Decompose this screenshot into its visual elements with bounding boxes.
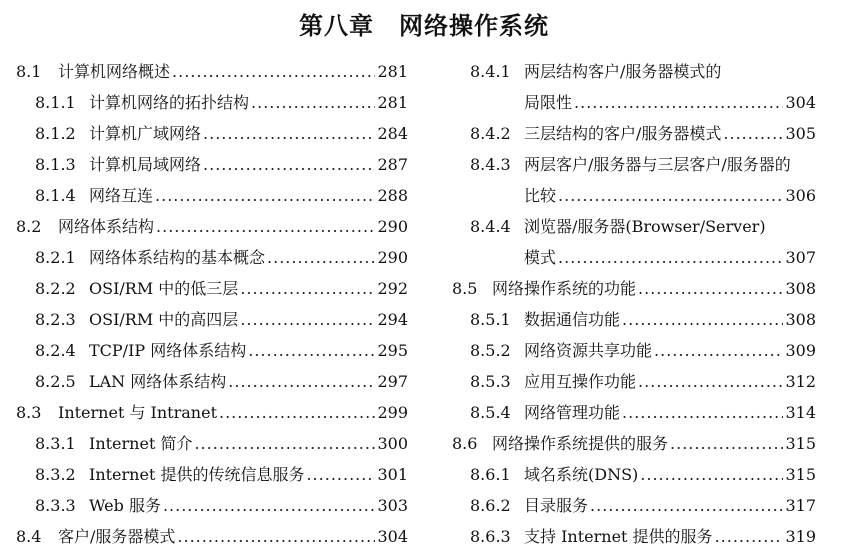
toc-entry[interactable] [16, 335, 408, 366]
toc-entry[interactable] [16, 273, 408, 304]
toc-entry-number: 8.5.2 [470, 341, 511, 360]
toc-entry[interactable] [452, 211, 816, 242]
toc-entry-page: 319 [785, 527, 816, 546]
toc-entry[interactable] [16, 304, 408, 335]
toc-entry-title: 局限性 [524, 93, 573, 112]
toc-entry-page: 304 [377, 527, 408, 546]
toc-entry-title: OSI/RM 中的低三层 [89, 279, 239, 298]
dot-leader [248, 335, 375, 366]
toc-entry-page: 284 [377, 124, 408, 143]
dot-leader [172, 56, 375, 87]
toc-entry[interactable] [452, 304, 816, 335]
toc-entry-page: 303 [377, 496, 408, 515]
toc-entry[interactable] [452, 397, 816, 428]
toc-entry[interactable] [16, 149, 408, 180]
toc-entry-page: 307 [785, 248, 816, 267]
toc-entry[interactable] [16, 428, 408, 459]
toc-entry-page: 301 [377, 465, 408, 484]
toc-entry-number: 8.1.1 [35, 93, 76, 112]
dot-leader [723, 118, 783, 149]
dot-leader [219, 397, 375, 428]
dot-leader [156, 211, 375, 242]
toc-entry-page: 312 [785, 372, 816, 391]
toc-entry-title: Internet 与 Intranet [58, 403, 217, 422]
dot-leader [240, 273, 375, 304]
toc-entry[interactable] [452, 459, 816, 490]
toc-entry-title: 数据通信功能 [524, 310, 621, 329]
toc-entry-title: 三层结构的客户/服务器模式 [524, 124, 722, 143]
toc-entry[interactable] [16, 397, 408, 428]
toc-entry-number: 8.1.2 [35, 124, 76, 143]
toc-entry-title: Internet 简介 [89, 434, 193, 453]
toc-entry-number: 8.2.3 [35, 310, 76, 329]
dot-leader [558, 180, 783, 211]
toc-entry-page: 290 [377, 217, 408, 236]
toc-entry-title: 应用互操作功能 [524, 372, 637, 391]
toc-entry[interactable] [16, 211, 408, 242]
toc-entry[interactable] [452, 87, 816, 118]
toc-entry-number: 8.4 [16, 527, 42, 546]
toc-entry[interactable] [16, 459, 408, 490]
toc-entry-page: 315 [785, 465, 816, 484]
toc-entry[interactable] [452, 335, 816, 366]
toc-entry-page: 292 [377, 279, 408, 298]
toc-entry-title: Web 服务 [89, 496, 161, 515]
toc-entry-title: LAN 网络体系结构 [89, 372, 227, 391]
toc-entry-page: 304 [785, 93, 816, 112]
dot-leader [306, 459, 375, 490]
toc-entry-title: 支持 Internet 提供的服务 [524, 527, 713, 546]
dot-leader [622, 304, 783, 335]
toc-entry-title: 域名系统(DNS) [524, 465, 639, 484]
toc-entry-title: 网络互连 [89, 186, 154, 205]
toc-entry-number: 8.3.3 [35, 496, 76, 515]
toc-entry[interactable] [452, 242, 816, 273]
toc-entry-number: 8.3.1 [35, 434, 76, 453]
toc-entry-number: 8.4.4 [470, 217, 511, 236]
dot-leader [622, 397, 783, 428]
toc-entry[interactable] [452, 180, 816, 211]
dot-leader [574, 87, 783, 118]
dot-leader [240, 304, 375, 335]
toc-entry-title: 网络操作系统的功能 [492, 279, 637, 298]
toc-entry-title: 计算机网络概述 [58, 62, 171, 81]
dot-leader [251, 87, 375, 118]
toc-entry-page: 309 [785, 341, 816, 360]
toc-entry-title: 网络管理功能 [524, 403, 621, 422]
toc-entry[interactable] [16, 490, 408, 521]
toc-entry-page: 294 [377, 310, 408, 329]
dot-leader [203, 149, 375, 180]
toc-entry-number: 8.6 [452, 434, 478, 453]
toc-entry[interactable] [452, 56, 816, 87]
toc-entry-page: 308 [785, 279, 816, 298]
toc-entry-title: 计算机局域网络 [89, 155, 202, 174]
toc-entry-page: 299 [377, 403, 408, 422]
toc-entry-title: OSI/RM 中的高四层 [89, 310, 239, 329]
dot-leader [670, 428, 783, 459]
toc-entry-title: 目录服务 [524, 496, 589, 515]
toc-entry-number: 8.5.4 [470, 403, 511, 422]
toc-entry-title: 比较 [524, 186, 557, 205]
toc-entry-number: 8.5.1 [470, 310, 511, 329]
toc-entry-page: 290 [377, 248, 408, 267]
toc-entry-number: 8.4.1 [470, 62, 511, 81]
toc-entry-title: 网络资源共享功能 [524, 341, 653, 360]
toc-entry-number: 8.4.2 [470, 124, 511, 143]
dot-leader [267, 242, 375, 273]
toc-entry-page: 281 [377, 62, 408, 81]
toc-entry-page: 314 [785, 403, 816, 422]
toc-entry[interactable] [16, 180, 408, 211]
toc-left-column [16, 56, 408, 552]
toc-right-column [452, 56, 816, 552]
dot-leader [194, 428, 375, 459]
toc-entry[interactable] [452, 149, 816, 180]
toc-entry[interactable] [452, 490, 816, 521]
toc-entry-page: 297 [377, 372, 408, 391]
dot-leader [590, 490, 783, 521]
dot-leader [163, 490, 376, 521]
toc-entry-number: 8.6.2 [470, 496, 511, 515]
toc-entry-title: TCP/IP 网络体系结构 [89, 341, 247, 360]
toc-entry-title: 浏览器/服务器(Browser/Server) [524, 217, 766, 236]
toc-entry-number: 8.2.5 [35, 372, 76, 391]
toc-entry-number: 8.6.1 [470, 465, 511, 484]
toc-entry-title: 计算机广域网络 [89, 124, 202, 143]
toc-entry[interactable] [452, 273, 816, 304]
toc-entry-page: 305 [785, 124, 816, 143]
toc-entry[interactable] [452, 118, 816, 149]
toc-entry-number: 8.1.4 [35, 186, 76, 205]
toc-entry-page: 300 [377, 434, 408, 453]
toc-entry-number: 8.5.3 [470, 372, 511, 391]
toc-entry[interactable] [452, 366, 816, 397]
toc-entry[interactable] [452, 428, 816, 459]
toc-entry-title: 客户/服务器模式 [58, 527, 176, 546]
toc-entry-page: 281 [377, 93, 408, 112]
toc-entry-page: 317 [785, 496, 816, 515]
toc-entry-number: 8.6.3 [470, 527, 511, 546]
toc-entry-number: 8.2.1 [35, 248, 76, 267]
toc-entry-number: 8.2.4 [35, 341, 76, 360]
toc-entry-number: 8.2.2 [35, 279, 76, 298]
toc-entry-title: 网络操作系统提供的服务 [492, 434, 669, 453]
toc-entry-page: 295 [377, 341, 408, 360]
toc-entry-title: 模式 [524, 248, 557, 267]
toc-entry-page: 287 [377, 155, 408, 174]
dot-leader [558, 242, 783, 273]
chapter-title: 第八章 网络操作系统 [299, 11, 549, 40]
dot-leader [155, 180, 375, 211]
toc-entry-page: 306 [785, 186, 816, 205]
dot-leader [640, 459, 783, 490]
toc-entry[interactable] [16, 521, 408, 552]
toc-entry-page: 288 [377, 186, 408, 205]
toc-entry-page: 315 [785, 434, 816, 453]
toc-entry-number: 8.3 [16, 403, 42, 422]
toc-entry[interactable] [16, 87, 408, 118]
toc-entry-title: 两层结构客户/服务器模式的 [524, 62, 722, 81]
toc-entry-title: 两层客户/服务器与三层客户/服务器的 [524, 155, 791, 174]
toc-entry-number: 8.2 [16, 217, 42, 236]
toc-entry[interactable] [16, 366, 408, 397]
toc-entry-number: 8.4.3 [470, 155, 511, 174]
dot-leader [177, 521, 375, 552]
toc-entry[interactable] [452, 521, 816, 552]
toc-entry-title: Internet 提供的传统信息服务 [89, 465, 305, 484]
toc-entry-page: 308 [785, 310, 816, 329]
toc-entry-number: 8.5 [452, 279, 478, 298]
toc-entry-number: 8.1.3 [35, 155, 76, 174]
toc-entry-number: 8.1 [16, 62, 42, 81]
dot-leader [715, 521, 784, 552]
toc-entry-title: 网络体系结构 [58, 217, 155, 236]
dot-leader [638, 273, 783, 304]
dot-leader [203, 118, 375, 149]
toc-entry-title: 计算机网络的拓扑结构 [89, 93, 250, 112]
dot-leader [228, 366, 375, 397]
toc-entry-number: 8.3.2 [35, 465, 76, 484]
dot-leader [638, 366, 783, 397]
dot-leader [654, 335, 783, 366]
toc-entry[interactable] [16, 242, 408, 273]
toc-entry-title: 网络体系结构的基本概念 [89, 248, 266, 267]
toc-entry[interactable] [16, 118, 408, 149]
toc-entry[interactable] [16, 56, 408, 87]
